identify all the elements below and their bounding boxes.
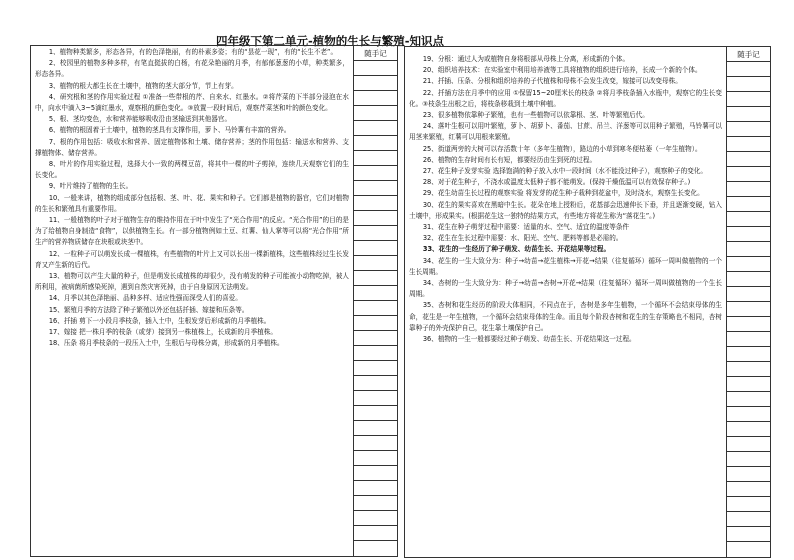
note-line[interactable] (727, 542, 770, 557)
note-line[interactable] (354, 301, 397, 316)
point-15: 15、繁殖月季的方法除了种子繁殖以外还包括扦插、嫁接和压条等。 (48, 305, 249, 314)
note-line[interactable] (354, 151, 397, 166)
note-line[interactable] (727, 182, 770, 197)
point-33: 33、花生的一生经历了种子萌发、幼苗生长、开花结果等过程。 (422, 245, 611, 254)
note-line[interactable] (354, 376, 397, 391)
point-5: 5、根、茎均变色，水和营养能够吸收沿由茎输送到其他器官。 (48, 115, 232, 124)
note-line[interactable] (354, 106, 397, 121)
note-line[interactable] (354, 241, 397, 256)
left-notes-header: 随手记 (354, 46, 397, 61)
right-content (405, 47, 726, 345)
point-20: 20、组织培养技术：在实验室中利用培养液等工具将植物的组织进行培养，长成一个新的个体。 (422, 66, 702, 75)
note-line[interactable] (354, 331, 397, 346)
note-line[interactable] (354, 76, 397, 91)
note-line[interactable] (727, 392, 770, 407)
point-18: 18、压条 将月季枝条的一段压入土中，生根后与母株分离，形成新的月季植株。 (48, 339, 284, 348)
point-32: 32、花生在生长过程中需要：水、阳光、空气、肥料等都是必需的。 (422, 234, 623, 243)
left-notes-column (354, 46, 398, 557)
point-29: 29、花生幼苗生长过程的观察实验 将发芽的花生种子栽种到花盆中，及时浇水，观察生长变化。 (422, 189, 704, 198)
point-36: 36、植物的一生一般都要经过种子萌发、幼苗生长、开花结果这一过程。 (422, 335, 636, 344)
note-line[interactable] (354, 286, 397, 301)
page-title: 四年级下第二单元-植物的生长与繁殖-知识点 (215, 34, 445, 48)
note-line[interactable] (727, 167, 770, 182)
point-3: 3、植物的根大都生长在土壤中，植物的茎大部分节，节上有芽。 (48, 81, 238, 90)
note-line[interactable] (727, 332, 770, 347)
note-line[interactable] (354, 361, 397, 376)
point-27: 27、花生种子发芽实验 选择饱满的种子放入水中一段时间（水不能没过种子），观察种子的变化。 (422, 167, 707, 176)
note-line[interactable] (727, 302, 770, 317)
point-8: 8、叶片的作用实验过程，选择大小一致的两棵豆苗，将其中一棵的叶子剪掉，连续几天观察它们的生长变化。 (35, 160, 349, 180)
note-line[interactable] (727, 107, 770, 122)
left-content-cell (31, 46, 354, 557)
note-line[interactable] (354, 226, 397, 241)
note-line[interactable] (354, 136, 397, 151)
note-line[interactable] (727, 467, 770, 482)
point-11: 11、一般植物的叶子对于植物生存的维持作用在于叶中发生了“光合作用”的反应。“光合作用”的目的是为了给植物自身制造“食物”，以供植物生长。有一部分植物例如土豆、红薯、仙人掌等可以将“光合作用”所生产的营养物质储存在块根或块茎中。 (35, 216, 349, 247)
note-line[interactable] (354, 466, 397, 481)
note-line[interactable] (354, 256, 397, 271)
note-line[interactable] (727, 452, 770, 467)
note-line[interactable] (727, 512, 770, 527)
point-9: 9、叶片维持了植物的生长。 (48, 182, 133, 191)
point-23: 23、很多植物依靠种子繁殖，也有一些植物可以依靠根、茎、叶等繁殖后代。 (422, 111, 649, 120)
point-17: 17、嫁接 把一株月季的枝条（或芽）接到另一株植株上，长成新的月季植株。 (48, 328, 277, 337)
note-line[interactable] (354, 181, 397, 196)
note-line[interactable] (354, 196, 397, 211)
point-1: 1、植物种类繁多，形态各异，有的色泽艳丽，有的朴素多姿；有的“昙花一现”，有的“长生不老”。 (48, 48, 338, 56)
note-line[interactable] (354, 91, 397, 106)
note-line[interactable] (727, 287, 770, 302)
note-line[interactable] (727, 122, 770, 137)
point-10: 10、一般来讲，植物的组成部分包括根、茎、叶、花、果实和种子。它们都是植物的器官，它们对植物的生长和繁殖具有重要作用。 (35, 193, 349, 213)
point-35: 35、杏树和花生经历的阶段大体相同，不同点在于，杏树是多年生植物，一个循环不会结束母体的生命，花生是一年生植物，一个循环会结束母体的生命。而且每个阶段杏树和花生的生存策略也不相同，杏树靠种子的外壳保护自己，花生靠土壤保护自己。 (409, 301, 722, 332)
note-line[interactable] (354, 406, 397, 421)
note-line[interactable] (354, 166, 397, 181)
point-6: 6、植物的根固着于土壤中，植物的茎具有支撑作用，萝卜、马铃薯有丰富的营养。 (48, 126, 291, 135)
point-12: 12、一粒种子可以萌发长成一棵植株，有些植物的叶片上又可以长出一棵新植株，这些植株经过生长发育又产生新的后代。 (35, 249, 349, 269)
note-line[interactable] (354, 316, 397, 331)
point-28: 28、对于花生种子，不浇水或温度太低种子都不能萌发。(保持干燥低温可以有效保存种子。) (422, 178, 691, 187)
note-line[interactable] (727, 152, 770, 167)
note-line[interactable] (727, 92, 770, 107)
note-line[interactable] (354, 346, 397, 361)
right-notes-column (727, 47, 771, 558)
note-line[interactable] (727, 362, 770, 377)
point-31: 31、花生在种子萌芽过程中需要：适量的水、空气、适宜的温度等条件 (422, 223, 630, 232)
point-16: 16、扦插 剪下一小段月季枝条，插入土中，生根发芽后形成新的月季植株。 (48, 316, 271, 325)
point-7: 7、根的作用包括：吸收水和营养、固定植物体和土壤、储存营养；茎的作用包括：输送水和营养、支撑植物体、储存营养。 (35, 137, 349, 157)
note-line[interactable] (354, 436, 397, 451)
left-content (31, 46, 353, 349)
point-14: 14、月季以其色泽艳丽、品种多样、适应性强而深受人们的喜爱。 (48, 294, 242, 303)
note-line[interactable] (727, 77, 770, 92)
point-19: 19、分根：通过人为或植物自身将根部从母株上分离，形成新的个体。 (422, 55, 630, 63)
note-line[interactable] (727, 62, 770, 77)
note-line[interactable] (354, 451, 397, 466)
note-line[interactable] (727, 197, 770, 212)
note-line[interactable] (727, 497, 770, 512)
note-line[interactable] (727, 347, 770, 362)
note-line[interactable] (727, 437, 770, 452)
point-13: 13、植物可以产生大量的种子，但是萌发长成植株的却很少，没有萌发的种子可能被小动物吃掉，被人所利用，被病菌所感染死掉，遇到自然灾害死掉，由于自身原因无法萌发。 (35, 272, 349, 292)
right-knowledge-table (404, 46, 771, 558)
point-34b: 34、杏树的一生大致分为：种子→幼苗→杏树→开花→结果（往复循环）循环一周叫做植物的一个生长周期。 (409, 279, 722, 299)
note-line[interactable] (727, 272, 770, 287)
point-25: 25、街道两旁的大树可以存活数十年（多年生植物），路边的小草到寒冬便枯萎（一年生植物）。 (422, 144, 702, 153)
note-line[interactable] (727, 407, 770, 422)
note-line[interactable] (727, 377, 770, 392)
note-line[interactable] (727, 137, 770, 152)
note-line[interactable] (354, 541, 397, 556)
note-line[interactable] (354, 271, 397, 286)
note-line[interactable] (354, 391, 397, 406)
point-34a: 34、花生的一生大致分为：种子→幼苗→花生植株→开花→结果（往复循环）循环一周叫做植物的一个生长周期。 (409, 256, 722, 276)
point-22: 22、扦插方法在月季中的应用 ①保留15~20厘米长的枝条 ②将月季枝条插入水瓶中，观察它的生长变化。③枝条生出根之后，将枝条移栽到土壤中种植。 (409, 88, 722, 108)
note-line[interactable] (354, 526, 397, 541)
point-26: 26、植物的生存时间有长有短，都要经历由生到死的过程。 (422, 155, 597, 164)
note-line[interactable] (727, 242, 770, 257)
note-line[interactable] (354, 481, 397, 496)
note-line[interactable] (727, 482, 770, 497)
note-line[interactable] (727, 257, 770, 272)
point-30: 30、花生的果实喜欢在黑暗中生长。花朵在地上授粉后，花基部会迅速伸长下垂，并且逐渐变硬，钻入土壤中，形成果实。(根据花生这一独特的结果方式，有些地方将花生称为“落花生”。) (409, 200, 722, 220)
point-4: 4、研究根和茎的作用实验过程 ①准备一些带根的芹、自来水、红墨水。②将芹菜的下半部分浸泡在水中，向水中滴入3~5滴红墨水，观察根的颜色变化。③放置一段时间后，观察芹菜茎和叶的颜色变化。 (35, 92, 349, 113)
note-line[interactable] (354, 211, 397, 226)
note-line[interactable] (354, 511, 397, 526)
note-line[interactable] (354, 421, 397, 436)
right-content-cell (405, 47, 727, 558)
point-24: 24、落叶生根可以用叶繁殖，萝卜、胡萝卜、番茄、甘蔗、吊兰、洋葱等可以用种子繁殖，马铃薯可以用茎来繁殖，红薯可以用根来繁殖。 (409, 122, 722, 142)
note-line[interactable] (354, 121, 397, 136)
note-line[interactable] (727, 227, 770, 242)
note-line[interactable] (727, 422, 770, 437)
note-line[interactable] (727, 317, 770, 332)
note-line[interactable] (727, 527, 770, 542)
note-line[interactable] (354, 496, 397, 511)
point-21: 21、扦插、压条、分根和组织培养的子代植株和母株不会发生改变，嫁接可以改变母株。 (422, 77, 682, 86)
note-line[interactable] (727, 212, 770, 227)
left-knowledge-table (30, 45, 398, 557)
right-notes-header: 随手记 (727, 47, 770, 62)
point-2: 2、校园里的植物多种多样，有笔直挺拔的白杨，有花朵艳丽的月季，有郁郁葱葱的小草，种类繁多，形态各异。 (35, 59, 349, 79)
note-line[interactable] (354, 61, 397, 76)
